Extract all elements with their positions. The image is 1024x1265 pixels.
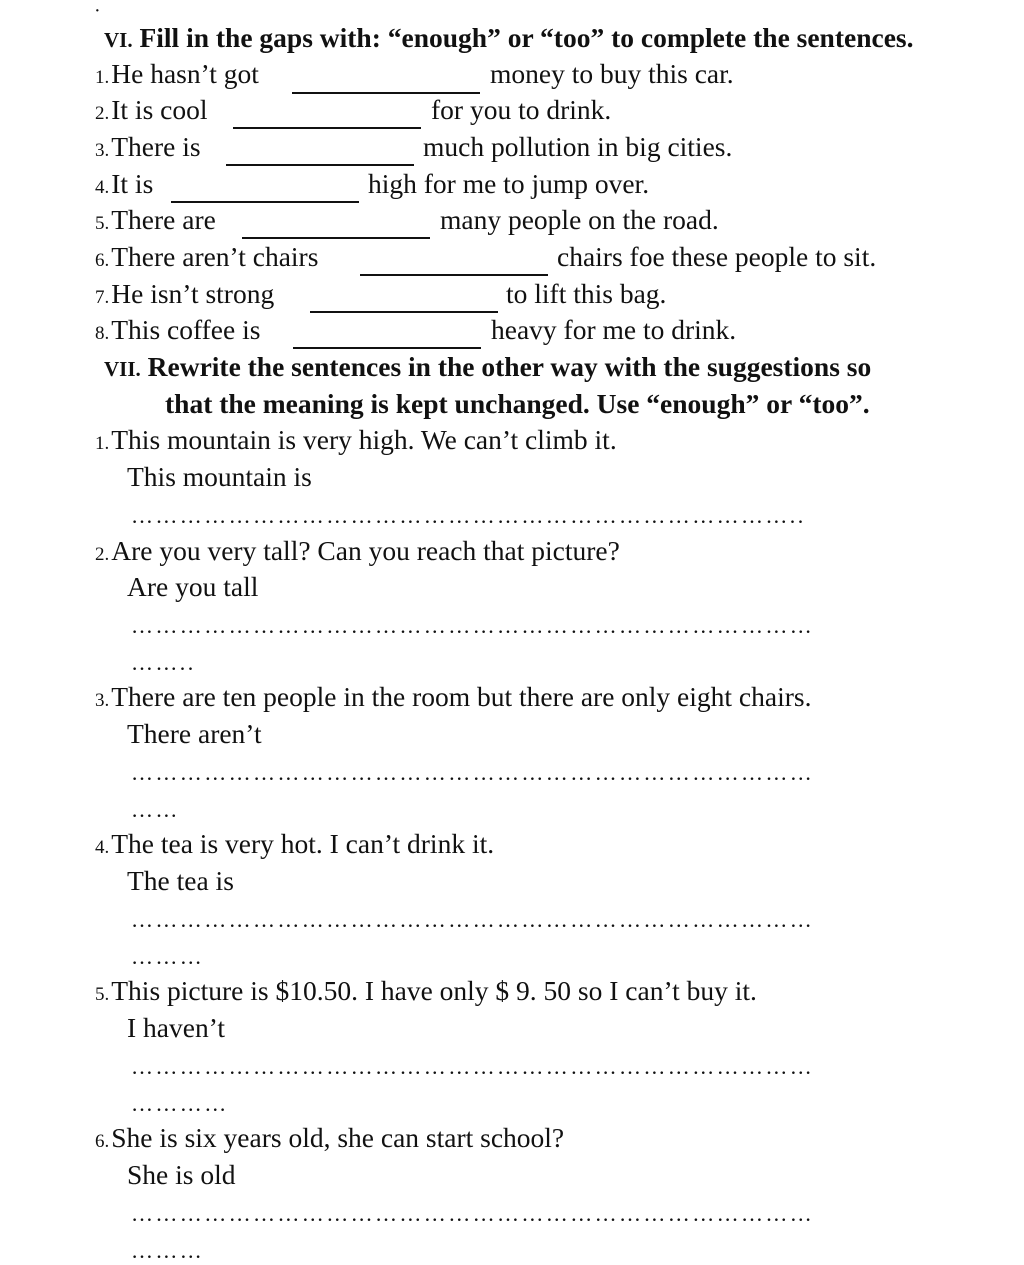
item-number: 3. (95, 140, 110, 161)
rewrite-item-6 (95, 1122, 564, 1154)
rewrite-prompt-4: The tea is (127, 865, 234, 896)
item-number: 2. (95, 103, 110, 124)
section-6-numeral: VI. (104, 28, 133, 52)
item-before-text: It is (111, 168, 154, 199)
rewrite-item-2 (95, 535, 620, 567)
rewrite-prompt-6: She is old (127, 1159, 236, 1190)
answer-blank-5[interactable] (242, 237, 430, 239)
item-number: 8. (95, 323, 110, 344)
item-after-text: heavy for me to drink. (491, 314, 737, 345)
answer-dotted-line-3[interactable]: ………………………………………………………………………… (131, 760, 815, 785)
item-before-text: There aren’t chairs (111, 241, 319, 272)
item-after-text: many people on the road. (440, 204, 719, 235)
gap-item-3 (95, 131, 201, 163)
item-sentence: Are you very tall? Can you reach that picture? (111, 535, 620, 566)
item-sentence: There are ten people in the room but there are only eight chairs. (111, 681, 812, 712)
section-6-title: Fill in the gaps with: “enough” or “too” to complete the sentences. (139, 22, 914, 53)
item-number: 7. (95, 287, 110, 308)
answer-blank-6[interactable] (360, 274, 548, 276)
item-number: 3. (95, 690, 110, 711)
answer-blank-8[interactable] (293, 347, 481, 349)
item-number: 6. (95, 1131, 110, 1152)
gap-item-8 (95, 314, 260, 346)
item-after-text: money to buy this car. (490, 58, 734, 89)
section-7-title-line-2: that the meaning is kept unchanged. Use “enough” or “too”. (165, 388, 870, 419)
answer-dotted-line-2[interactable]: ………………………………………………………………………… (131, 613, 815, 638)
gap-item-1 (95, 58, 259, 90)
item-sentence: This mountain is very high. We can’t climb it. (111, 424, 617, 455)
rewrite-item-5 (95, 975, 757, 1007)
answer-dotted-line-1[interactable]: ……………………………………………………………………….. (131, 503, 806, 528)
item-number: 2. (95, 544, 110, 565)
section-7-title-line-1: Rewrite the sentences in the other way with the suggestions so (147, 351, 872, 382)
item-number: 1. (95, 67, 110, 88)
rewrite-prompt-2: Are you tall (127, 571, 259, 602)
item-number: 5. (95, 984, 110, 1005)
answer-dotted-line-5[interactable]: ………………………………………………………………………… (131, 1054, 815, 1079)
item-after-text: chairs foe these people to sit. (557, 241, 877, 272)
gap-item-5 (95, 204, 216, 236)
answer-dotted-line-5b[interactable]: ………… (131, 1091, 229, 1116)
item-after-text: to lift this bag. (506, 278, 667, 309)
item-number: 1. (95, 433, 110, 454)
answer-dotted-line-2b[interactable]: …….. (131, 650, 196, 675)
item-number: 6. (95, 250, 110, 271)
item-before-text: This coffee is (111, 314, 261, 345)
item-sentence: This picture is $10.50. I have only $ 9. 50 so I can’t buy it. (111, 975, 757, 1006)
answer-blank-4[interactable] (171, 201, 359, 203)
item-after-text: for you to drink. (431, 94, 612, 125)
gap-item-2 (95, 94, 208, 126)
rewrite-item-1 (95, 424, 617, 456)
answer-blank-3[interactable] (226, 164, 414, 166)
item-before-text: There are (111, 204, 216, 235)
answer-dotted-line-6b[interactable]: ……… (131, 1238, 205, 1263)
answer-dotted-line-4[interactable]: ………………………………………………………………………… (131, 907, 815, 932)
item-after-text: much pollution in big cities. (423, 131, 733, 162)
item-number: 5. (95, 213, 110, 234)
item-number: 4. (95, 837, 110, 858)
rewrite-prompt-3: There aren’t (127, 718, 262, 749)
rewrite-prompt-1: This mountain is (127, 461, 312, 492)
rewrite-prompt-5: I haven’t (127, 1012, 225, 1043)
item-sentence: The tea is very hot. I can’t drink it. (111, 828, 495, 859)
rewrite-item-3 (95, 681, 811, 713)
answer-blank-7[interactable] (310, 311, 498, 313)
stray-mark: · (94, 0, 101, 22)
gap-item-4 (95, 168, 153, 200)
item-after-text: high for me to jump over. (368, 168, 650, 199)
item-before-text: He isn’t strong (111, 278, 275, 309)
section-6-heading (104, 22, 914, 54)
gap-item-6 (95, 241, 318, 273)
answer-dotted-line-6[interactable]: ………………………………………………………………………… (131, 1201, 815, 1226)
gap-item-7 (95, 278, 274, 310)
item-sentence: She is six years old, she can start school? (111, 1122, 565, 1153)
item-number: 4. (95, 177, 110, 198)
answer-dotted-line-4b[interactable]: ……… (131, 944, 205, 969)
item-before-text: He hasn’t got (111, 58, 259, 89)
section-7-heading (104, 351, 871, 383)
rewrite-item-4 (95, 828, 494, 860)
item-before-text: There is (111, 131, 201, 162)
section-7-numeral: VII. (104, 357, 141, 381)
answer-blank-2[interactable] (233, 127, 421, 129)
item-before-text: It is cool (111, 94, 208, 125)
answer-dotted-line-3b[interactable]: …… (131, 797, 180, 822)
